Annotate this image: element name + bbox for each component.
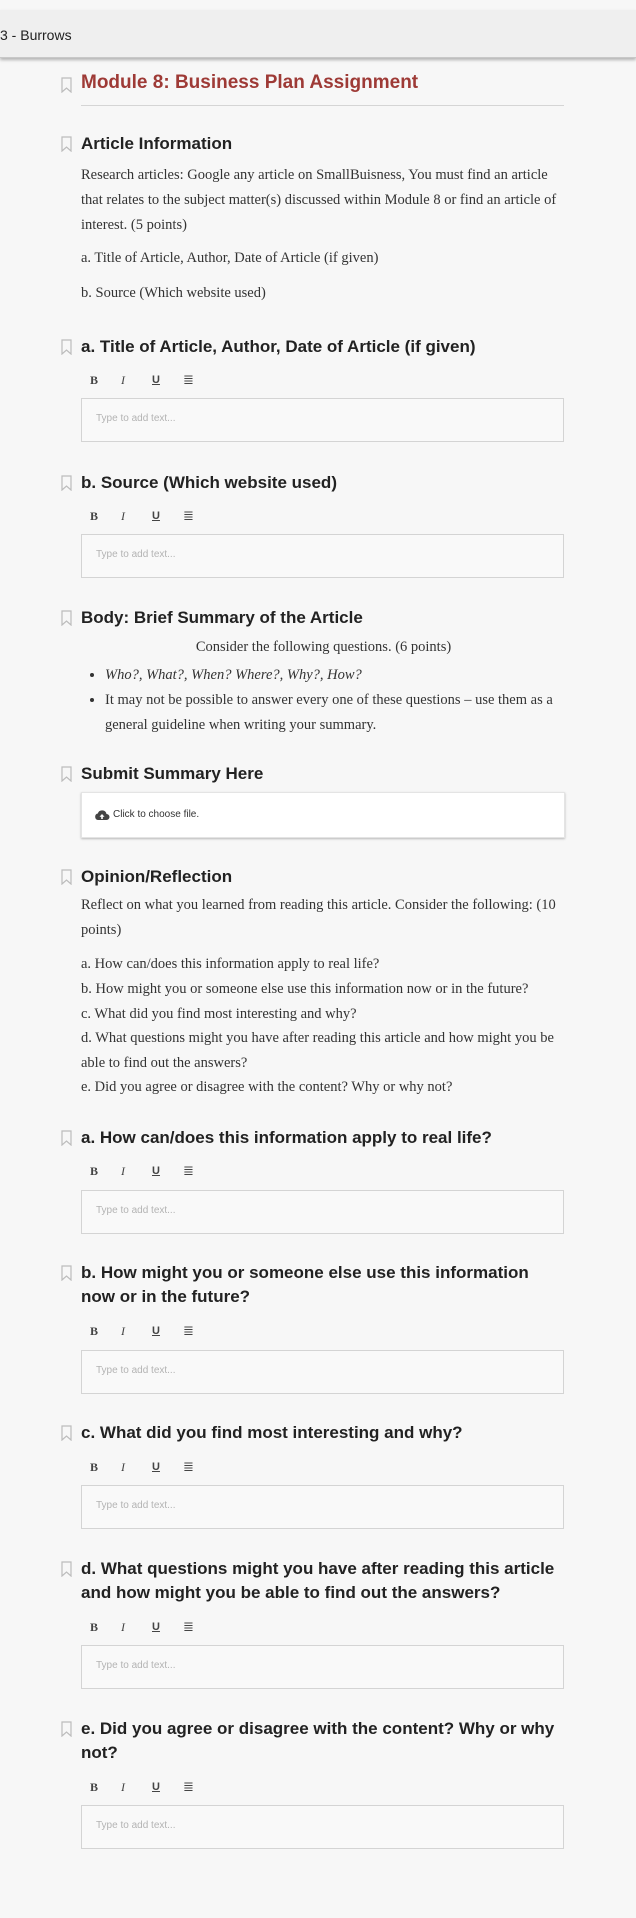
question-heading: b. How might you or someone else use this information now or in the future?	[81, 1263, 529, 1306]
italic-button[interactable]: I	[121, 372, 125, 387]
bookmark-icon[interactable]	[61, 1425, 72, 1441]
bold-button[interactable]: B	[90, 1779, 99, 1794]
answer-input[interactable]	[81, 534, 564, 578]
answer-input[interactable]	[81, 1190, 564, 1234]
bold-button[interactable]: B	[90, 1459, 99, 1474]
bookmark-icon[interactable]	[61, 610, 72, 626]
question-heading: a. How can/does this information apply to real life?	[81, 1128, 492, 1147]
section-heading: Article Information	[81, 134, 233, 153]
list-icon[interactable]: ≣	[183, 372, 194, 387]
bookmark-icon[interactable]	[61, 339, 72, 355]
bookmark-icon[interactable]	[61, 1721, 72, 1737]
format-toolbar	[90, 372, 214, 388]
answer-placeholder: Type to add text...	[96, 1500, 176, 1511]
bookmark-icon[interactable]	[61, 1130, 72, 1146]
format-toolbar	[90, 1619, 214, 1635]
question-heading: e. Did you agree or disagree with the content? Why or why not?	[81, 1719, 555, 1762]
page-title: Module 8: Business Plan Assignment	[81, 72, 419, 93]
underline-button[interactable]: U	[152, 510, 160, 522]
bookmark-icon[interactable]	[61, 869, 72, 885]
answer-placeholder: Type to add text...	[96, 1660, 176, 1671]
question-list	[81, 663, 566, 738]
list-icon[interactable]: ≣	[183, 1779, 194, 1794]
italic-button[interactable]: I	[121, 1619, 125, 1634]
italic-button[interactable]: I	[121, 1779, 125, 1794]
bookmark-icon[interactable]	[61, 1561, 72, 1577]
underline-button[interactable]: U	[152, 1461, 160, 1473]
section-item: a. How can/does this information apply to real life?	[81, 956, 380, 972]
italic-button[interactable]: I	[121, 508, 125, 523]
bookmark-icon[interactable]	[61, 136, 72, 152]
answer-placeholder: Type to add text...	[96, 1205, 176, 1216]
format-toolbar	[90, 1323, 214, 1339]
underline-button[interactable]: U	[152, 1165, 160, 1177]
bold-button[interactable]: B	[90, 1323, 99, 1338]
file-upload-label: Click to choose file.	[113, 809, 200, 820]
format-toolbar	[90, 1163, 214, 1179]
section-heading: Submit Summary Here	[81, 764, 264, 783]
answer-placeholder: Type to add text...	[96, 1820, 176, 1831]
underline-button[interactable]: U	[152, 1621, 160, 1633]
bookmark-icon[interactable]	[61, 1265, 72, 1281]
answer-placeholder: Type to add text...	[96, 1365, 176, 1376]
list-icon[interactable]: ≣	[183, 1459, 194, 1474]
bookmark-icon[interactable]	[61, 766, 72, 782]
list-icon[interactable]: ≣	[183, 1163, 194, 1178]
format-toolbar	[90, 1779, 214, 1795]
question-heading: c. What did you find most interesting and why?	[81, 1423, 463, 1442]
list-icon[interactable]: ≣	[183, 1619, 194, 1634]
answer-input[interactable]	[81, 1805, 564, 1849]
answer-placeholder: Type to add text...	[96, 413, 176, 424]
list-icon[interactable]: ≣	[183, 1323, 194, 1338]
section-heading: Opinion/Reflection	[81, 867, 233, 886]
list-item: • Who?, What?, When? Where?, Why?, How?	[105, 663, 566, 688]
section-item: b. How might you or someone else use this information now or in the future?	[81, 981, 529, 997]
file-upload-button[interactable]	[81, 792, 565, 838]
answer-input[interactable]	[81, 398, 564, 442]
underline-button[interactable]: U	[152, 1781, 160, 1793]
section-item: d. What questions might you have after reading this article and how might you be able to find out the answers?	[81, 1030, 554, 1071]
list-item: • It may not be possible to answer every one of these questions – use them as a general guideline when writing your summary.	[105, 688, 566, 738]
bookmark-icon[interactable]	[61, 77, 72, 93]
format-toolbar	[90, 508, 214, 524]
bold-button[interactable]: B	[90, 372, 99, 387]
answer-placeholder: Type to add text...	[96, 549, 176, 560]
cloud-upload-icon	[94, 808, 110, 826]
italic-button[interactable]: I	[121, 1459, 125, 1474]
section-item: c. What did you find most interesting and why?	[81, 1006, 357, 1022]
bookmark-icon[interactable]	[61, 475, 72, 491]
italic-button[interactable]: I	[121, 1323, 125, 1338]
answer-input[interactable]	[81, 1350, 564, 1394]
question-heading: a. Title of Article, Author, Date of Article (if given)	[81, 337, 476, 356]
list-icon[interactable]: ≣	[183, 508, 194, 523]
breadcrumb[interactable]: 3 - Burrows	[0, 27, 72, 43]
bold-button[interactable]: B	[90, 1619, 99, 1634]
format-toolbar	[90, 1459, 214, 1475]
section-paragraph: Reflect on what you learned from reading this article. Consider the following: (10 points)	[81, 897, 556, 938]
underline-button[interactable]: U	[152, 1325, 160, 1337]
title-divider	[81, 105, 564, 106]
underline-button[interactable]: U	[152, 374, 160, 386]
section-paragraph: Research articles: Google any article on SmallBuisness, You must find an article that relates to the subject matter(s) discussed within Module 8 or find an article of interest. (5 points)	[81, 167, 557, 233]
bold-button[interactable]: B	[90, 1163, 99, 1178]
section-heading: Body: Brief Summary of the Article	[81, 608, 363, 627]
italic-button[interactable]: I	[121, 1163, 125, 1178]
section-item: b. Source (Which website used)	[81, 285, 266, 301]
section-item: a. Title of Article, Author, Date of Article (if given)	[81, 250, 379, 266]
question-heading: b. Source (Which website used)	[81, 473, 337, 492]
top-bar	[0, 10, 636, 58]
answer-input[interactable]	[81, 1485, 564, 1529]
bold-button[interactable]: B	[90, 508, 99, 523]
answer-input[interactable]	[81, 1645, 564, 1689]
question-heading: d. What questions might you have after reading this article and how might you be able to find out the answers?	[81, 1559, 555, 1602]
section-paragraph: Consider the following questions. (6 points)	[195, 639, 452, 655]
section-item: e. Did you agree or disagree with the content? Why or why not?	[81, 1079, 453, 1095]
